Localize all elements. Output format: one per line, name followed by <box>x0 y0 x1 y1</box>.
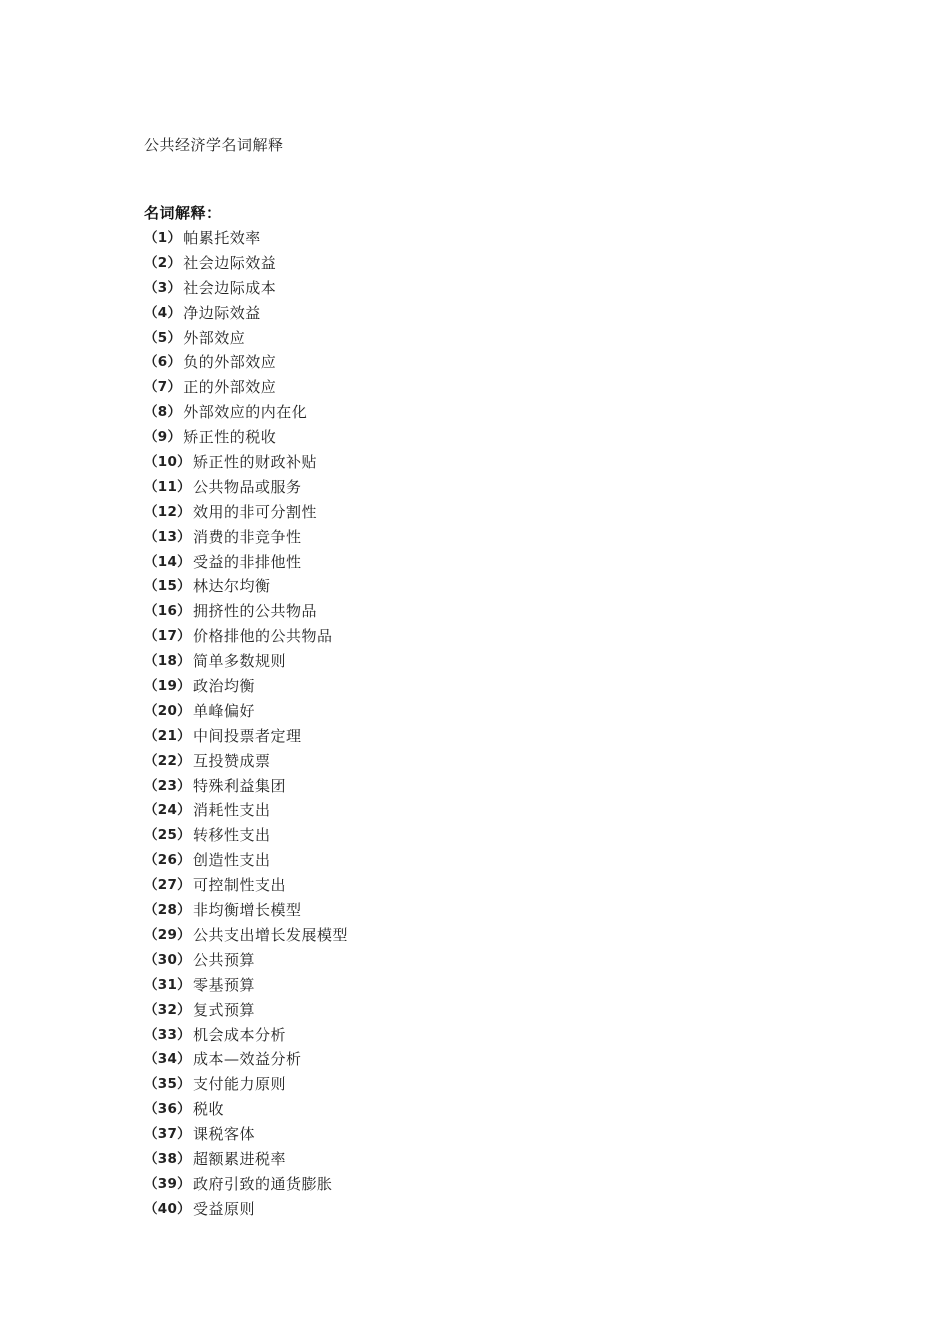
term-number: （39） <box>144 1175 191 1192</box>
term-text: 受益原则 <box>193 1199 256 1218</box>
term-item <box>144 649 348 674</box>
term-text: 税收 <box>193 1100 225 1119</box>
term-item <box>144 525 348 550</box>
term-text: 转移性支出 <box>193 826 271 845</box>
term-number: （30） <box>144 951 191 968</box>
term-number: （21） <box>144 727 191 744</box>
term-item <box>144 1172 348 1197</box>
term-number: （3） <box>144 279 182 296</box>
term-item <box>144 450 348 475</box>
section-heading: 名词解释： <box>144 204 222 222</box>
term-number: （8） <box>144 404 182 421</box>
term-text: 外部效应的内在化 <box>183 403 308 422</box>
term-number: （37） <box>144 1126 191 1143</box>
term-item <box>144 624 348 649</box>
term-text: 政府引致的通货膨胀 <box>193 1174 333 1193</box>
term-item <box>144 973 348 998</box>
term-item <box>144 1197 348 1222</box>
term-text: 零基预算 <box>193 975 256 994</box>
term-text: 外部效应 <box>183 328 246 347</box>
term-text: 正的外部效应 <box>183 378 277 397</box>
term-list <box>144 226 348 1222</box>
term-text: 复式预算 <box>193 1000 256 1019</box>
term-item <box>144 251 348 276</box>
term-number: （29） <box>144 926 191 943</box>
term-item <box>144 599 348 624</box>
term-number: （25） <box>144 827 191 844</box>
term-item <box>144 276 348 301</box>
term-text: 政治均衡 <box>193 677 256 696</box>
term-item <box>144 326 348 351</box>
term-item <box>144 948 348 973</box>
term-text: 非均衡增长模型 <box>193 901 302 920</box>
term-number: （28） <box>144 902 191 919</box>
term-item <box>144 475 348 500</box>
term-number: （9） <box>144 429 182 446</box>
term-item <box>144 1122 348 1147</box>
term-text: 负的外部效应 <box>183 353 277 372</box>
term-number: （31） <box>144 976 191 993</box>
term-item <box>144 425 348 450</box>
term-number: （36） <box>144 1101 191 1118</box>
term-number: （32） <box>144 1001 191 1018</box>
term-text: 社会边际成本 <box>183 278 277 297</box>
term-item <box>144 350 348 375</box>
term-item <box>144 898 348 923</box>
term-item <box>144 699 348 724</box>
term-item <box>144 823 348 848</box>
term-text: 公共预算 <box>193 950 256 969</box>
term-text: 互投赞成票 <box>193 751 271 770</box>
term-item <box>144 1047 348 1072</box>
term-item <box>144 923 348 948</box>
term-number: （34） <box>144 1051 191 1068</box>
term-text: 净边际效益 <box>183 303 261 322</box>
term-number: （11） <box>144 478 191 495</box>
term-item <box>144 724 348 749</box>
term-item <box>144 1023 348 1048</box>
term-text: 社会边际效益 <box>183 253 277 272</box>
term-text: 中间投票者定理 <box>193 726 302 745</box>
term-item <box>144 848 348 873</box>
term-number: （38） <box>144 1150 191 1167</box>
term-text: 课税客体 <box>193 1125 256 1144</box>
term-item <box>144 226 348 251</box>
term-item <box>144 400 348 425</box>
term-item <box>144 749 348 774</box>
term-item <box>144 574 348 599</box>
term-number: （23） <box>144 777 191 794</box>
term-number: （13） <box>144 528 191 545</box>
term-text: 矫正性的税收 <box>183 428 277 447</box>
term-text: 消耗性支出 <box>193 801 271 820</box>
term-text: 支付能力原则 <box>193 1075 287 1094</box>
term-number: （18） <box>144 653 191 670</box>
document-title: 公共经济学名词解释 <box>144 136 284 154</box>
term-text: 机会成本分析 <box>193 1025 287 1044</box>
term-text: 特殊利益集团 <box>193 776 287 795</box>
term-text: 创造性支出 <box>193 851 271 870</box>
term-item <box>144 774 348 799</box>
term-number: （22） <box>144 752 191 769</box>
term-number: （35） <box>144 1076 191 1093</box>
term-item <box>144 375 348 400</box>
term-number: （16） <box>144 603 191 620</box>
term-text: 矫正性的财政补贴 <box>193 453 318 472</box>
term-text: 简单多数规则 <box>193 652 287 671</box>
term-text: 成本—效益分析 <box>193 1050 302 1069</box>
term-text: 单峰偏好 <box>193 701 256 720</box>
term-number: （40） <box>144 1200 191 1217</box>
term-number: （4） <box>144 304 182 321</box>
term-item <box>144 1097 348 1122</box>
term-text: 价格排他的公共物品 <box>193 627 333 646</box>
term-item <box>144 798 348 823</box>
term-number: （27） <box>144 877 191 894</box>
term-item <box>144 1072 348 1097</box>
term-number: （5） <box>144 329 182 346</box>
term-number: （14） <box>144 553 191 570</box>
term-number: （19） <box>144 678 191 695</box>
term-item <box>144 873 348 898</box>
term-text: 消费的非竞争性 <box>193 527 302 546</box>
term-number: （24） <box>144 802 191 819</box>
term-text: 可控制性支出 <box>193 876 287 895</box>
term-number: （26） <box>144 852 191 869</box>
term-number: （15） <box>144 578 191 595</box>
term-text: 公共支出增长发展模型 <box>193 925 349 944</box>
term-number: （7） <box>144 379 182 396</box>
term-number: （20） <box>144 702 191 719</box>
term-text: 受益的非排他性 <box>193 552 302 571</box>
term-item <box>144 500 348 525</box>
term-item <box>144 674 348 699</box>
term-number: （17） <box>144 628 191 645</box>
term-number: （33） <box>144 1026 191 1043</box>
term-item <box>144 301 348 326</box>
term-text: 拥挤性的公共物品 <box>193 602 318 621</box>
term-text: 帕累托效率 <box>183 229 261 247</box>
term-item <box>144 550 348 575</box>
term-number: （2） <box>144 254 182 271</box>
term-number: （10） <box>144 454 191 471</box>
term-text: 效用的非可分割性 <box>193 502 318 521</box>
term-number: （1） <box>144 230 182 246</box>
term-item <box>144 998 348 1023</box>
term-text: 林达尔均衡 <box>193 577 271 596</box>
term-item <box>144 1147 348 1172</box>
term-text: 超额累进税率 <box>193 1149 287 1168</box>
term-number: （6） <box>144 354 182 371</box>
term-text: 公共物品或服务 <box>193 477 302 496</box>
term-number: （12） <box>144 503 191 520</box>
